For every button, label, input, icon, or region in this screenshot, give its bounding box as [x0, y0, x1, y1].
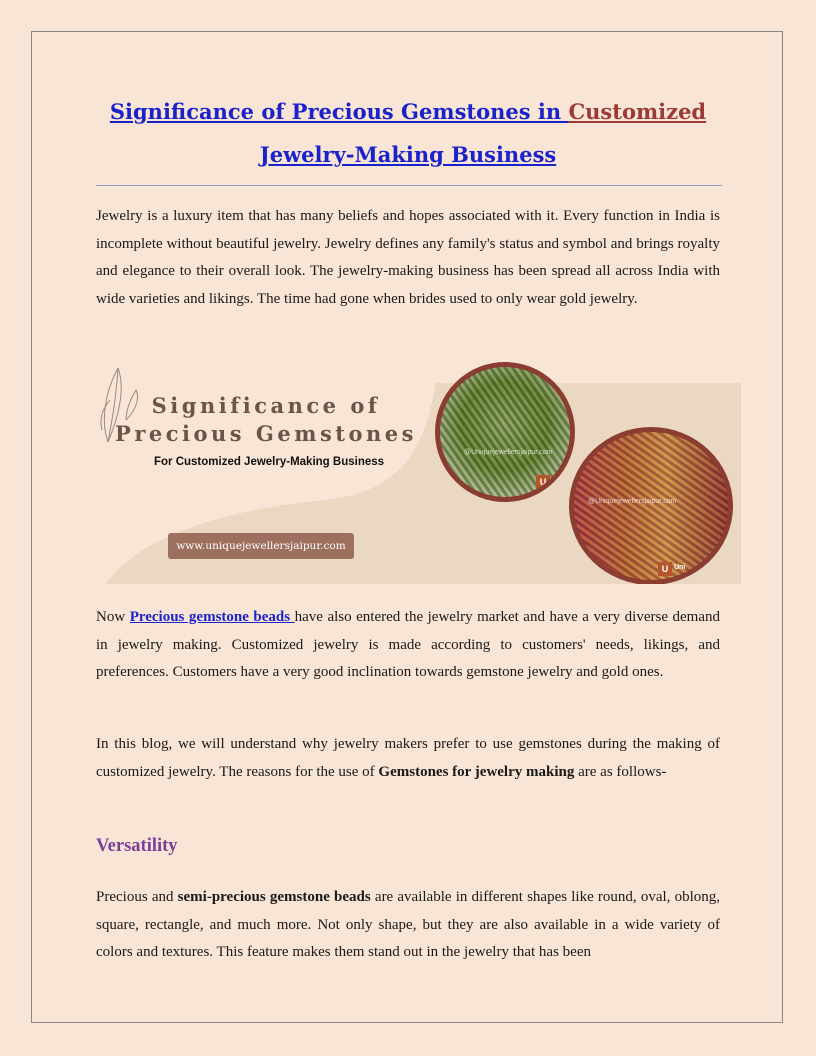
- badge-text: Uni: [674, 564, 686, 571]
- red-beads-image: [569, 427, 733, 584]
- page-title: [96, 90, 720, 176]
- brand-badge-icon: U: [658, 562, 672, 576]
- paragraph-blog-intro: [96, 731, 720, 786]
- text-span: have also entered the jewelry market and have a very diverse demand in jewelry making. Customized jewelry is made according to customers' needs, likings, and preferences. Customers have a very good inclination towards gemstone jewelry and gold ones.: [96, 609, 720, 680]
- text-span: Now: [96, 609, 130, 625]
- banner-image: [96, 360, 741, 584]
- watermark: @Uniquejewellersjaipur.com: [464, 449, 553, 456]
- bold-text: Gemstones for jewelry making: [378, 763, 575, 780]
- banner-title-line1: Significance of: [151, 393, 381, 418]
- text-span: are as follows-: [574, 763, 667, 780]
- paragraph-versatility: [96, 884, 720, 967]
- paragraph-precious-beads: [96, 604, 720, 687]
- title-divider: [96, 185, 722, 186]
- title-link-jewelry-business[interactable]: Jewelry-Making Business: [259, 142, 557, 167]
- banner-title-line2: Precious Gemstones: [115, 421, 417, 446]
- text-span: Precious and: [96, 889, 178, 905]
- banner-url: www.uniquejewellersjaipur.com: [168, 533, 354, 559]
- banner-subtitle: For Customized Jewelry-Making Business: [153, 456, 385, 468]
- text-span: are available in different shapes like round, oval, oblong, square, rectangle, and much more. Not only shape, but they are also available in a wide variety of colors and textures. This feature makes them stand out in the jewelry that has been: [96, 889, 720, 960]
- title-link-customized[interactable]: Customized: [568, 99, 707, 124]
- watermark: @Uniquejewellersjaipur.com: [588, 498, 677, 505]
- title-link-precious-gemstones[interactable]: Significance of Precious Gemstones in: [109, 99, 569, 124]
- bold-text: semi-precious gemstone beads: [177, 889, 371, 905]
- heading-versatility: Versatility: [96, 836, 178, 856]
- intro-paragraph: Jewelry is a luxury item that has many beliefs and hopes associated with it. Every function in India is incomplete without beautiful jewelry. Jewelry defines any family's status and symbol and brings royalty and elegance to their overall look. The jewelry-making business has been spread all across India with wide varieties and likings. The time had gone when brides used to only wear gold jewelry.: [96, 208, 720, 307]
- green-beads-image: [435, 362, 575, 502]
- text-span: In this blog, we will understand why jewelry makers prefer to use gemstones during the making of customized jewelry. The reasons for the use of: [96, 736, 720, 780]
- precious-gemstone-beads-link[interactable]: Precious gemstone beads: [129, 609, 295, 625]
- brand-badge-icon: U: [536, 475, 550, 489]
